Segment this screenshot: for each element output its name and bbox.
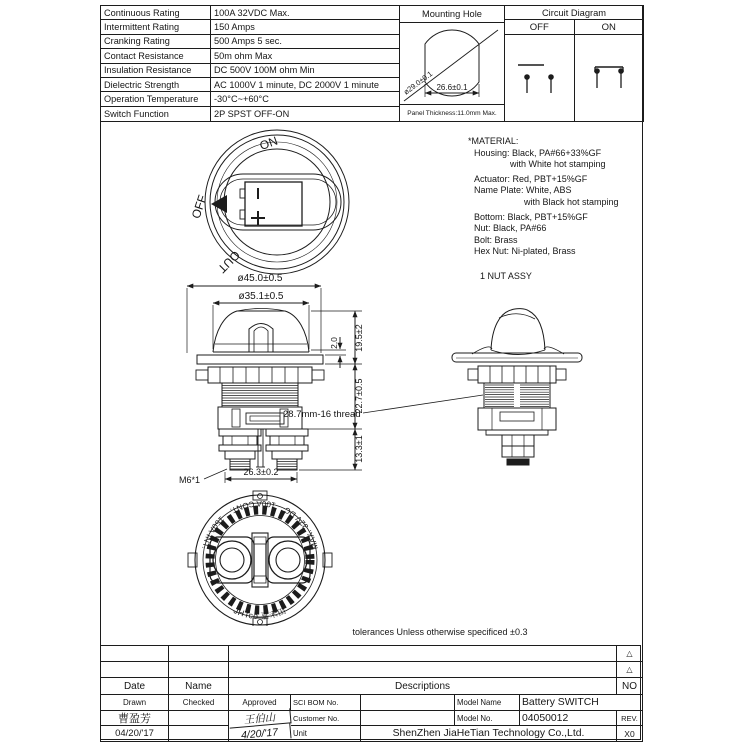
circuit-on-symbol <box>575 35 644 116</box>
bottom-view <box>188 491 332 626</box>
approved-signature: 王伯山 <box>228 708 291 728</box>
checked-name <box>169 711 229 726</box>
revision-description-cell <box>229 646 617 662</box>
material-line: Actuator: Red, PBT+15%GF <box>474 173 588 184</box>
material-line: Hex Nut: Ni-plated, Brass <box>474 246 576 257</box>
revision-name-cell <box>169 646 229 662</box>
dim-hole-diameter: ø29.0±0.1 <box>401 69 435 97</box>
spec-label: Switch Function <box>101 107 211 121</box>
material-line: Housing: Black, PA#66+33%GF <box>474 147 602 158</box>
material-line: Bottom: Black, PBT+15%GF <box>474 211 588 222</box>
spec-value: 150 Amps <box>211 20 399 34</box>
approved-label: Approved <box>229 695 291 711</box>
material-line: Nut: Black, PA#66 <box>474 223 547 234</box>
spec-table <box>100 5 400 122</box>
rev-label: REV. <box>617 711 642 726</box>
dim-body-height: 22.7±0.5 <box>354 378 364 414</box>
customer-no-label: Customer No. <box>291 711 361 726</box>
sci-bom-value <box>361 695 455 711</box>
circuit-diagram-panel <box>504 5 644 122</box>
dim-knob-height: 19.5±2 <box>354 324 364 352</box>
dim-terminal-spacing: 26.3±0.2 <box>243 467 279 477</box>
top-view <box>205 130 349 274</box>
dim-stud-height: 13.3±1 <box>354 435 364 463</box>
revision-mark: △ <box>617 662 642 678</box>
revision-mark: △ <box>617 646 642 662</box>
spec-value: -30°C~+60°C <box>211 92 399 106</box>
mounting-hole-drawing <box>400 23 504 104</box>
model-name-value: Battery SWITCH <box>520 695 642 711</box>
panel-thickness-note: Panel Thickness:11.0mm Max. <box>400 104 504 121</box>
spec-label: Dielectric Strength <box>101 78 211 92</box>
material-line: Bolt: Brass <box>474 234 518 245</box>
circuit-off-symbol <box>505 35 574 116</box>
company-name: ShenZhen JiaHeTian Technology Co.,Ltd. <box>361 726 617 741</box>
circuit-off-label: OFF <box>505 20 575 34</box>
rev-value: X0 <box>624 728 635 739</box>
materials-title: *MATERIAL: <box>468 136 519 146</box>
knob-out-label: OUT <box>214 247 243 276</box>
spec-label: Cranking Rating <box>101 35 211 49</box>
dim-hole-width: 26.6±0.1 <box>436 83 468 92</box>
spec-value: 50m ohm Max <box>211 49 399 63</box>
spec-value: 100A 32VDC Max. <box>211 6 399 20</box>
knob-off-label: OFF <box>188 193 210 221</box>
bottom-brand-text: JHTco 嘉禾田 <box>232 605 288 622</box>
circuit-on-label: ON <box>601 21 616 33</box>
spec-label: Continuous Rating <box>101 6 211 20</box>
top-view-labels <box>189 134 280 277</box>
model-no-value: 04050012 <box>520 711 617 726</box>
material-line: Name Plate: White, ABS <box>474 185 572 196</box>
mounting-hole-title: Mounting Hole <box>400 6 504 23</box>
mounting-hole-panel <box>399 5 505 122</box>
spec-label: Insulation Resistance <box>101 64 211 78</box>
revision-description-cell <box>229 662 617 678</box>
drawn-name: 曹盈芳 <box>101 711 169 726</box>
revision-date-cell <box>101 662 169 678</box>
customer-no-value <box>361 711 455 726</box>
knob-on-label: ON <box>257 133 280 153</box>
dim-plate-diameter: ø35.1±0.5 <box>238 291 284 302</box>
revision-date-cell <box>101 646 169 662</box>
title-block <box>100 645 641 740</box>
sci-bom-label: SCI BOM No. <box>291 695 361 711</box>
spec-value: DC 500V 100M ohm Min <box>211 64 399 78</box>
spec-label: Intermittent Rating <box>101 20 211 34</box>
model-no-label: Model No. <box>455 711 520 726</box>
revision-no-header: NO <box>617 678 642 695</box>
dim-stud-thread: M6*1 <box>179 475 201 485</box>
unit-label: Unit <box>291 726 361 741</box>
bottom-rim-text: MAX. 32V DC 100A CONT. 150A INT. <box>200 498 320 551</box>
side-view <box>363 309 582 465</box>
material-line: with White hot stamping <box>510 159 606 170</box>
spec-value: 2P SPST OFF-ON <box>214 108 290 119</box>
circuit-diagram-title: Circuit Diagram <box>505 6 643 20</box>
drawn-date: 04/20/'17 <box>101 726 169 741</box>
dim-outer-diameter: ø45.0±0.5 <box>237 273 283 284</box>
approved-date: 4/20/'17 <box>228 723 291 743</box>
spec-label: Operation Temperature <box>101 92 211 106</box>
spec-value: 500 Amps 5 sec. <box>211 35 399 49</box>
name-header: Name <box>169 678 229 695</box>
date-header: Date <box>101 678 169 695</box>
dim-plate-height: 2.0 <box>329 337 339 349</box>
revision-name-cell <box>169 662 229 678</box>
spec-label: Contact Resistance <box>101 49 211 63</box>
checked-date <box>169 726 229 741</box>
material-line: with Black hot stamping <box>524 196 619 207</box>
battery-arrow-icon <box>211 195 227 213</box>
tolerance-note: tolerances Unless otherwise specificed ±0.3 <box>352 627 528 637</box>
drawn-label: Drawn <box>101 695 169 711</box>
descriptions-header: Descriptions <box>229 678 617 695</box>
checked-label: Checked <box>169 695 229 711</box>
front-view <box>187 286 362 483</box>
nut-assy-note: 1 NUT ASSY <box>480 270 532 281</box>
model-name-label: Model Name <box>455 695 520 711</box>
spec-value: AC 1000V 1 minute, DC 2000V 1 minute <box>211 78 399 92</box>
main-technical-drawing <box>100 122 645 626</box>
thread-spec-label: 28.7mm-16 thread <box>283 409 361 420</box>
